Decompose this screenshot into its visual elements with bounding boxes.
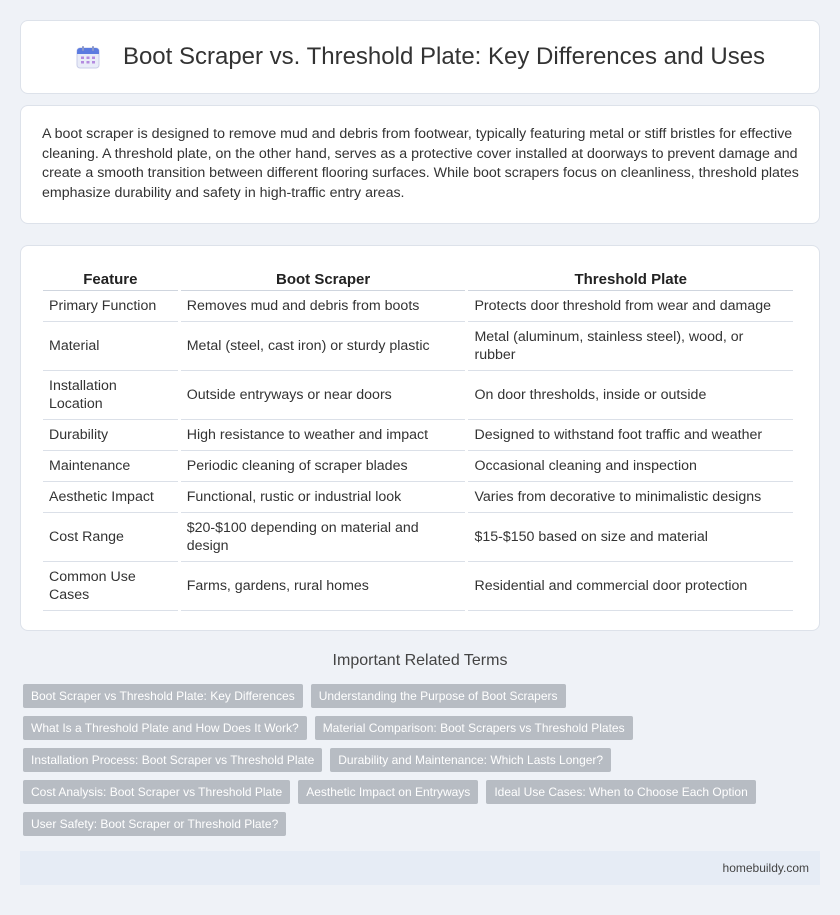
tag-row (23, 780, 803, 804)
related-term-link[interactable]: User Safety: Boot Scraper or Threshold Plate? (23, 812, 286, 836)
table-cell: Periodic cleaning of scraper blades (181, 451, 466, 482)
intro-card (20, 105, 820, 224)
table-row (43, 451, 793, 482)
table-cell: Cost Range (43, 513, 178, 562)
header-boot-scraper: Boot Scraper (181, 264, 466, 291)
tag-row (23, 748, 803, 772)
footer (20, 851, 820, 885)
intro-text: A boot scraper is designed to remove mud and debris from footwear, typically featuring metal or stiff bristles for effective cleaning. A threshold plate, on the other hand, serves as a protective cover installed at doorways to prevent damage and create a smooth transition between different flooring surfaces. While boot scrapers focus on cleanliness, threshold plates emphasize durability and safety in high-traffic entry areas. (42, 126, 799, 201)
calendar-icon (75, 44, 101, 70)
page-title: Boot Scraper vs. Threshold Plate: Key Differences and Uses (122, 43, 766, 70)
comparison-table-card (20, 245, 820, 631)
table-cell: On door thresholds, inside or outside (468, 371, 793, 420)
table-cell: Varies from decorative to minimalistic designs (468, 482, 793, 513)
table-cell: Material (43, 322, 178, 371)
table-row (43, 420, 793, 451)
related-term-link[interactable]: Installation Process: Boot Scraper vs Threshold Plate (23, 748, 322, 772)
table-row (43, 562, 793, 611)
table-row (43, 322, 793, 371)
related-term-link[interactable]: Durability and Maintenance: Which Lasts Longer? (330, 748, 611, 772)
table-cell: Durability (43, 420, 178, 451)
header-feature: Feature (43, 264, 178, 291)
table-header-row (43, 264, 793, 291)
table-cell: $20-$100 depending on material and design (181, 513, 466, 562)
table-cell: Common Use Cases (43, 562, 178, 611)
related-term-link[interactable]: Ideal Use Cases: When to Choose Each Option (486, 780, 755, 804)
related-term-link[interactable]: What Is a Threshold Plate and How Does It Work? (23, 716, 307, 740)
table-row (43, 482, 793, 513)
related-terms-list (23, 684, 803, 844)
tag-row (23, 684, 803, 708)
table-cell: Maintenance (43, 451, 178, 482)
table-cell: Functional, rustic or industrial look (181, 482, 466, 513)
related-term-link[interactable]: Cost Analysis: Boot Scraper vs Threshold Plate (23, 780, 290, 804)
table-row (43, 291, 793, 322)
table-cell: Installation Location (43, 371, 178, 420)
table-cell: Metal (steel, cast iron) or sturdy plastic (181, 322, 466, 371)
table-cell: Removes mud and debris from boots (181, 291, 466, 322)
table-cell: Designed to withstand foot traffic and weather (468, 420, 793, 451)
table-cell: Farms, gardens, rural homes (181, 562, 466, 611)
related-term-link[interactable]: Boot Scraper vs Threshold Plate: Key Differences (23, 684, 303, 708)
related-terms-title: Important Related Terms (332, 652, 508, 669)
table-cell: Occasional cleaning and inspection (468, 451, 793, 482)
table-cell: Outside entryways or near doors (181, 371, 466, 420)
tag-row (23, 812, 803, 836)
tag-row (23, 716, 803, 740)
table-cell: Metal (aluminum, stainless steel), wood, or rubber (468, 322, 793, 371)
comparison-table (40, 264, 796, 611)
table-cell: High resistance to weather and impact (181, 420, 466, 451)
table-cell: Protects door threshold from wear and damage (468, 291, 793, 322)
header-threshold-plate: Threshold Plate (468, 264, 793, 291)
footer-site-name[interactable]: homebuildy.com (722, 861, 809, 875)
table-cell: Residential and commercial door protection (468, 562, 793, 611)
title-card (20, 20, 820, 94)
table-cell: $15-$150 based on size and material (468, 513, 793, 562)
table-cell: Aesthetic Impact (43, 482, 178, 513)
related-term-link[interactable]: Material Comparison: Boot Scrapers vs Threshold Plates (315, 716, 633, 740)
related-term-link[interactable]: Understanding the Purpose of Boot Scrapers (311, 684, 566, 708)
table-row (43, 371, 793, 420)
table-cell: Primary Function (43, 291, 178, 322)
related-term-link[interactable]: Aesthetic Impact on Entryways (298, 780, 478, 804)
table-row (43, 513, 793, 562)
